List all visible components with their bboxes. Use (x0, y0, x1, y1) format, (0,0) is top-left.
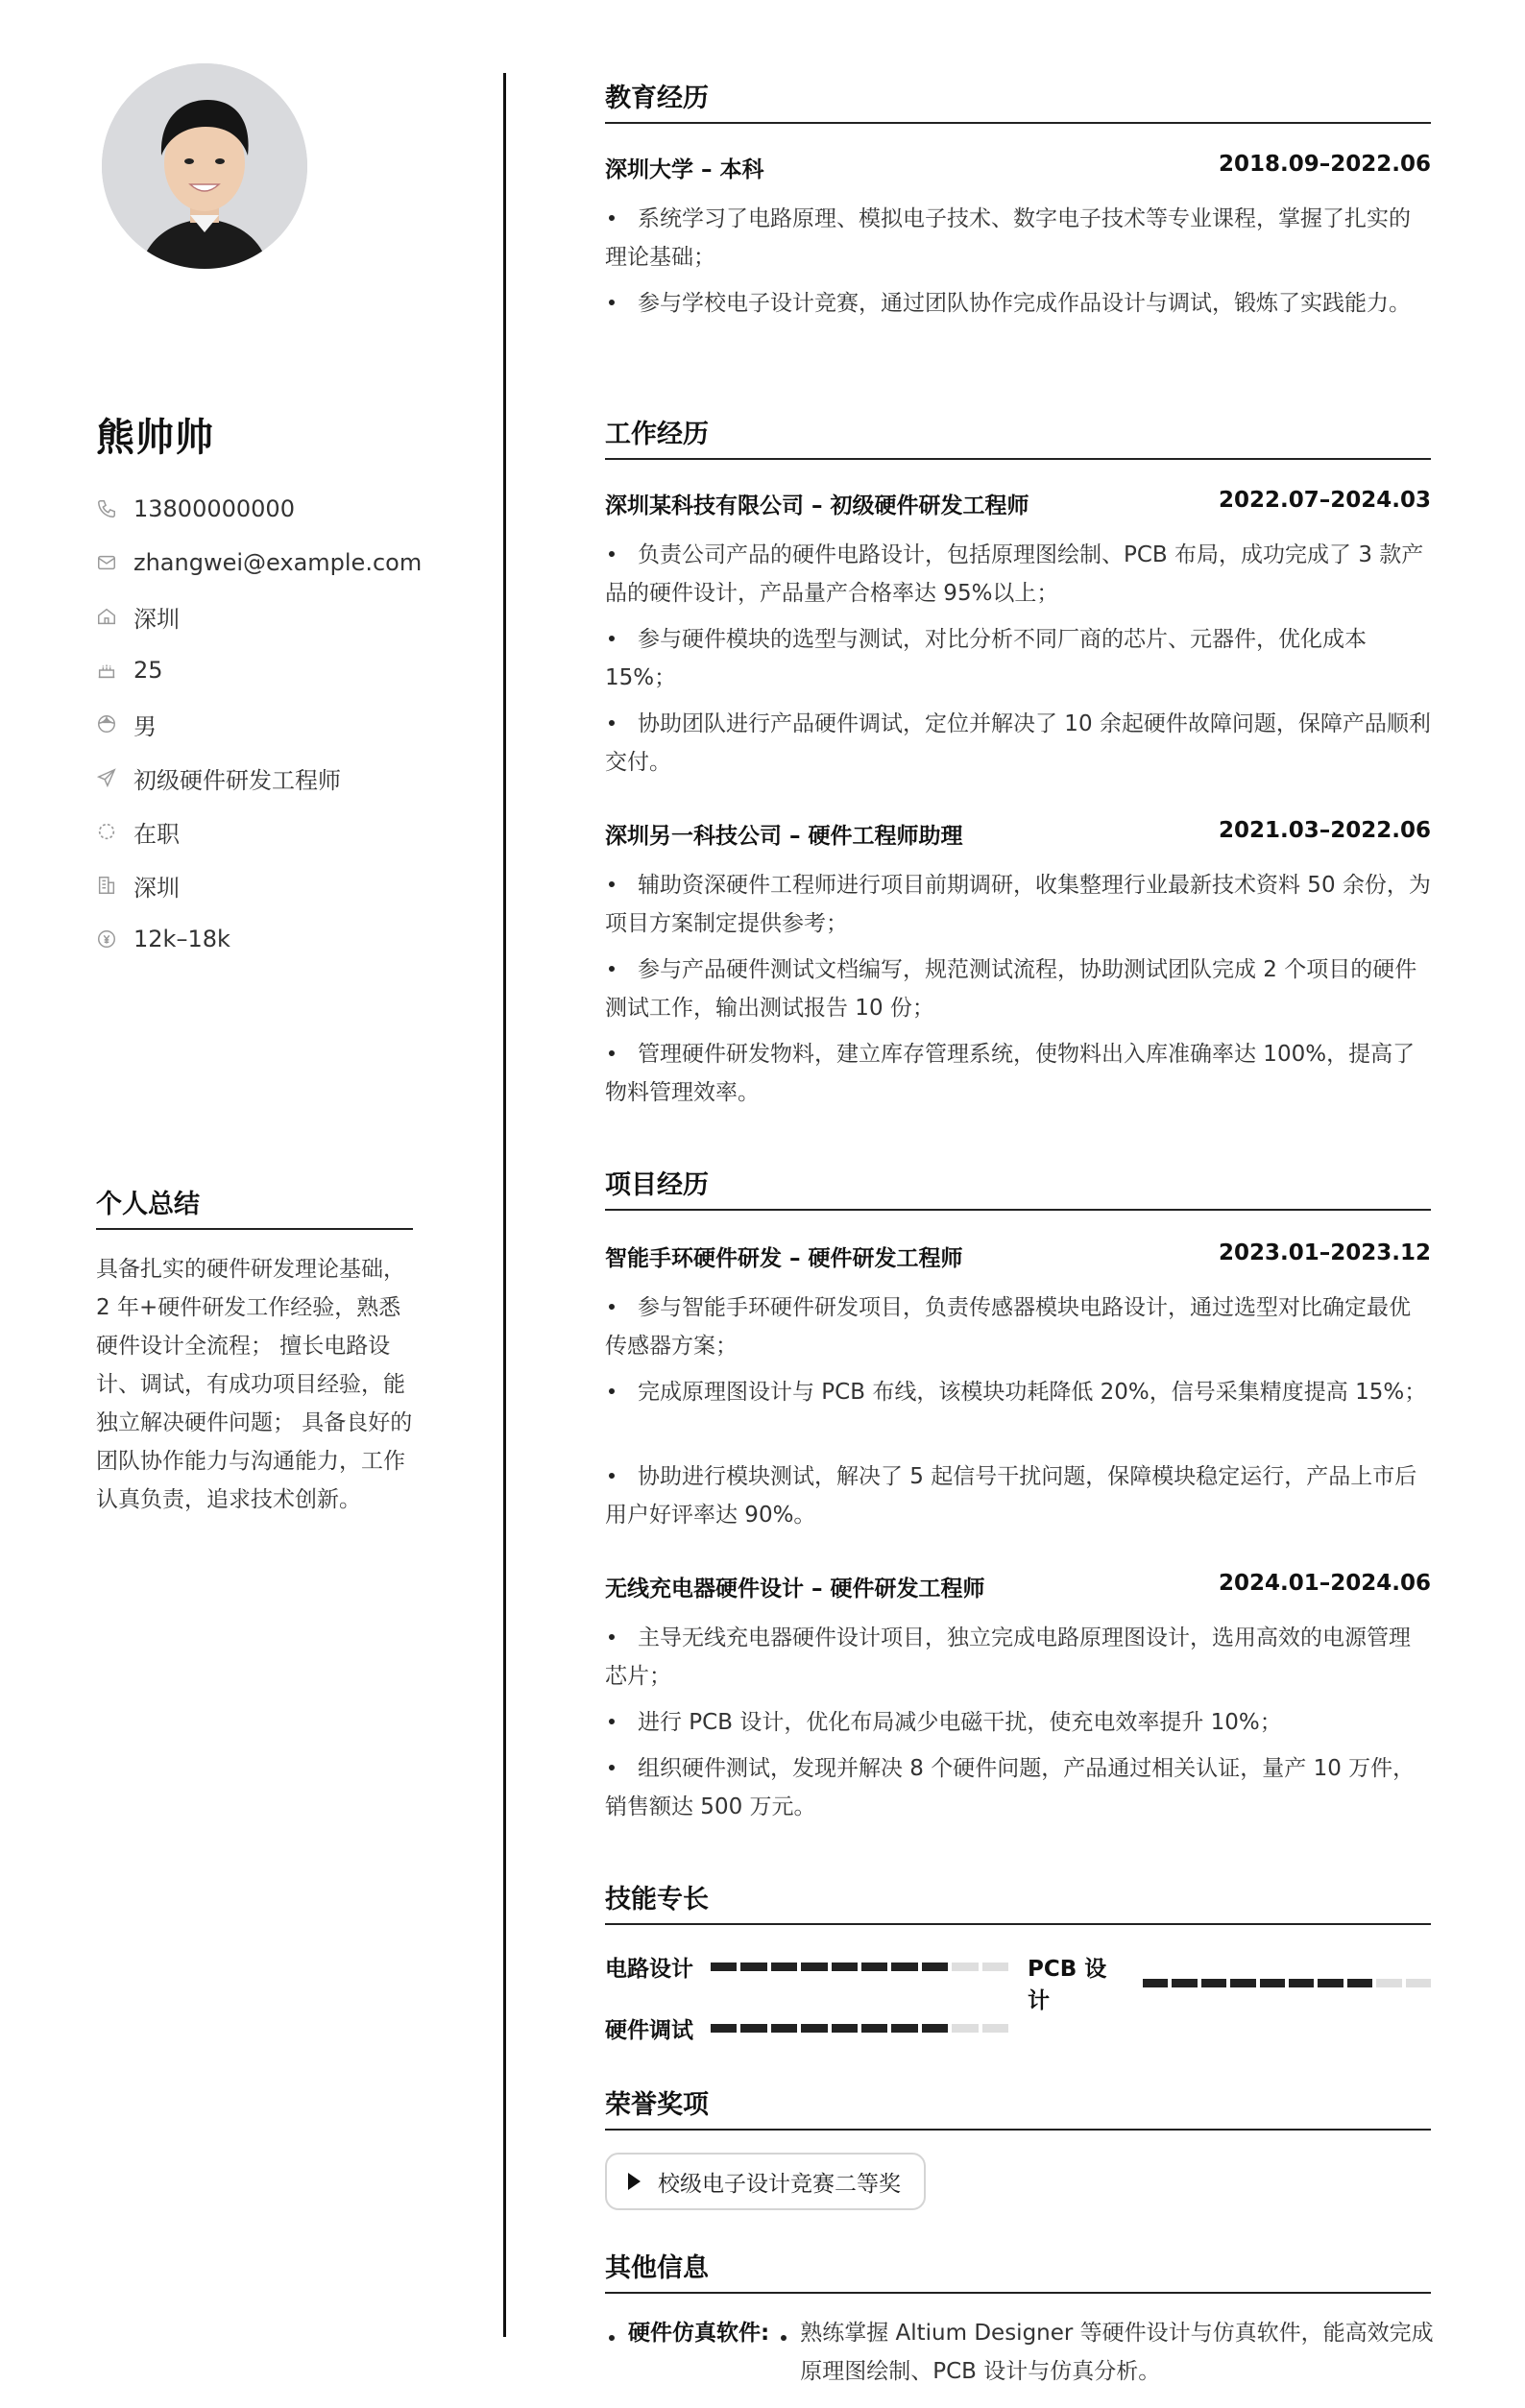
salary-icon (96, 928, 117, 950)
entry-date: 2024.01–2024.06 (1218, 1571, 1431, 1596)
avatar (102, 63, 307, 269)
list-item: 系统学习了电路原理、模拟电子技术、数字电子技术等专业课程，掌握了扎实的理论基础； (605, 206, 1411, 270)
skill-segment (952, 1963, 978, 1971)
skills-title: 技能专长 (605, 1878, 1431, 1925)
skill-segment (740, 2024, 766, 2033)
info-status (96, 805, 422, 858)
skill-segment (1289, 1979, 1314, 1987)
play-triangle-icon (628, 2173, 641, 2190)
list-item: 负责公司产品的硬件电路设计，包括原理图绘制、PCB 布局，成功完成了 3 款产品的硬件设计，产品量产合格率达 95%以上； (605, 542, 1424, 606)
skill-segment (922, 2024, 948, 2033)
entry-title: 无线充电器硬件设计 – 硬件研发工程师 (605, 1577, 985, 1601)
skill-segment (832, 2024, 858, 2033)
gender-icon (96, 713, 117, 734)
column-divider (503, 73, 506, 2337)
list-item: 参与智能手环硬件研发项目，负责传感器模块电路设计，通过选型对比确定最优传感器方案； (605, 1295, 1411, 1359)
info-salary-text: 12k–18k (133, 926, 230, 952)
skill-segment (982, 1963, 1008, 1971)
info-gender (96, 697, 422, 751)
skill-name: 硬件调试 (605, 2018, 693, 2043)
education-title: 教育经历 (605, 77, 1431, 124)
other-info-label: 硬件仿真软件: (628, 2321, 770, 2346)
skill-segment (1347, 1979, 1372, 1987)
skill-segment (1260, 1979, 1285, 1987)
entry-title: 深圳某科技有限公司 – 初级硬件研发工程师 (605, 494, 1029, 518)
cake-icon (96, 660, 117, 681)
skill-segment (952, 2024, 978, 2033)
list-item: 组织硬件测试，发现并解决 8 个硬件问题，产品通过相关认证，量产 10 万件，销售额达 500 万元。 (605, 1756, 1416, 1819)
skill-segment (801, 2024, 827, 2033)
skill-segment (711, 2024, 737, 2033)
info-phone-text: 13800000000 (133, 495, 295, 522)
list-item: 辅助资深硬件工程师进行项目前期调研，收集整理行业最新技术资料 50 余份，为项目方案制定提供参考； (605, 873, 1431, 936)
contact-info-list (96, 482, 422, 966)
send-icon (96, 767, 117, 788)
skill-segment (1230, 1979, 1255, 1987)
project-entry-head (605, 1571, 1431, 1602)
info-email-text: zhangwei@example.com (133, 549, 423, 576)
list-item: 进行 PCB 设计，优化布局减少电磁干扰，使充电效率提升 10%； (605, 1703, 1431, 1742)
list-item: 管理硬件研发物料，建立库存管理系统，使物料出入库准确率达 100%，提高了物料管理效率。 (605, 1042, 1416, 1105)
skill-item (605, 2012, 1008, 2044)
entry-date: 2021.03–2022.06 (1218, 818, 1431, 843)
skill-item (1028, 1951, 1431, 2014)
list-item: 协助团队进行产品硬件调试，定位并解决了 10 余起硬件故障问题，保障产品顺利交付。 (605, 711, 1431, 775)
info-age-text: 25 (133, 657, 163, 684)
skill-name: PCB 设计 (1028, 1957, 1107, 2013)
mail-icon (96, 552, 117, 573)
skill-segment (771, 2024, 797, 2033)
list-item: 参与硬件模块的选型与测试，对比分析不同厂商的芯片、元器件，优化成本 15%； (605, 627, 1367, 690)
summary-title: 个人总结 (96, 1183, 413, 1230)
info-age (96, 643, 422, 697)
home-icon (96, 606, 117, 627)
avatar-portrait-icon (102, 63, 307, 269)
awards-title: 荣誉奖项 (605, 2083, 1431, 2131)
skill-level-bar (1143, 1979, 1431, 1987)
list-item: 协助进行模块测试，解决了 5 起信号干扰问题，保障模块稳定运行，产品上市后用户好评率达 90%。 (605, 1464, 1417, 1528)
list-item: 参与学校电子设计竞赛，通过团队协作完成作品设计与调试，锻炼了实践能力。 (605, 284, 1431, 323)
info-location-text: 深圳 (133, 605, 180, 633)
entry-title: 深圳大学 – 本科 (605, 157, 764, 182)
other-info-item (605, 2314, 1450, 2391)
work-entry-head (605, 818, 1431, 850)
list-item: 主导无线充电器硬件设计项目，独立完成电路原理图设计，选用高效的电源管理芯片； (605, 1625, 1411, 1689)
other-info-text: 熟练掌握 Altium Designer 等硬件设计与仿真软件，能高效完成原理图绘制、PCB 设计与仿真分析。 (800, 2321, 1434, 2384)
info-city (96, 858, 422, 912)
skill-segment (891, 1963, 917, 1971)
info-gender-text: 男 (133, 712, 157, 740)
list-item: 完成原理图设计与 PCB 布线，该模块功耗降低 20%，信号采集精度提高 15%； (605, 1373, 1431, 1411)
other-title: 其他信息 (605, 2247, 1431, 2294)
list-item: 参与产品硬件测试文档编写，规范测试流程，协助测试团队完成 2 个项目的硬件测试工作，输出测试报告 10 份； (605, 957, 1417, 1021)
project-entry-head (605, 1240, 1431, 1272)
info-position (96, 751, 422, 805)
skill-segment (1172, 1979, 1197, 1987)
info-city-text: 深圳 (133, 874, 180, 902)
status-icon (96, 821, 117, 842)
skill-name: 电路设计 (605, 1957, 693, 1982)
info-position-text: 初级硬件研发工程师 (133, 766, 341, 794)
work-title: 工作经历 (605, 413, 1431, 460)
entry-title: 深圳另一科技公司 – 硬件工程师助理 (605, 824, 963, 849)
work-entry-head (605, 488, 1431, 519)
skill-segment (982, 2024, 1008, 2033)
entry-date: 2023.01–2023.12 (1218, 1240, 1431, 1265)
candidate-name: 熊帅帅 (96, 416, 214, 460)
entry-title: 智能手环硬件研发 – 硬件研发工程师 (605, 1246, 963, 1271)
info-phone (96, 482, 422, 536)
skill-item (605, 1951, 1008, 1983)
skill-segment (1318, 1979, 1343, 1987)
award-label: 校级电子设计竞赛二等奖 (658, 2171, 901, 2197)
entry-date: 2018.09–2022.06 (1218, 152, 1431, 177)
skill-level-bar (711, 2024, 1008, 2033)
skill-segment (1143, 1979, 1168, 1987)
building-icon (96, 875, 117, 896)
info-email (96, 536, 422, 590)
skill-segment (801, 1963, 827, 1971)
info-status-text: 在职 (133, 820, 180, 848)
education-entry-head (605, 152, 1431, 183)
skill-segment (891, 2024, 917, 2033)
skill-segment (1376, 1979, 1401, 1987)
skill-segment (740, 1963, 766, 1971)
info-salary (96, 912, 422, 966)
award-item[interactable] (605, 2153, 926, 2210)
skill-segment (771, 1963, 797, 1971)
skill-segment (861, 1963, 887, 1971)
info-location (96, 590, 422, 643)
skill-level-bar (711, 1963, 1008, 1971)
projects-title: 项目经历 (605, 1164, 1431, 1211)
skill-segment (1201, 1979, 1226, 1987)
skill-segment (861, 2024, 887, 2033)
skill-segment (832, 1963, 858, 1971)
entry-date: 2022.07–2024.03 (1218, 488, 1431, 513)
summary-text: 具备扎实的硬件研发理论基础，2 年+硬件研发工作经验，熟悉硬件设计全流程； 擅长电路设计、调试，有成功项目经验，能独立解决硬件问题； 具备良好的团队协作能力与沟通能力，工作认真负责，追求技术创新。 (96, 1257, 413, 1512)
phone-icon (96, 498, 117, 519)
skill-segment (1406, 1979, 1431, 1987)
skill-segment (711, 1963, 737, 1971)
skill-segment (922, 1963, 948, 1971)
